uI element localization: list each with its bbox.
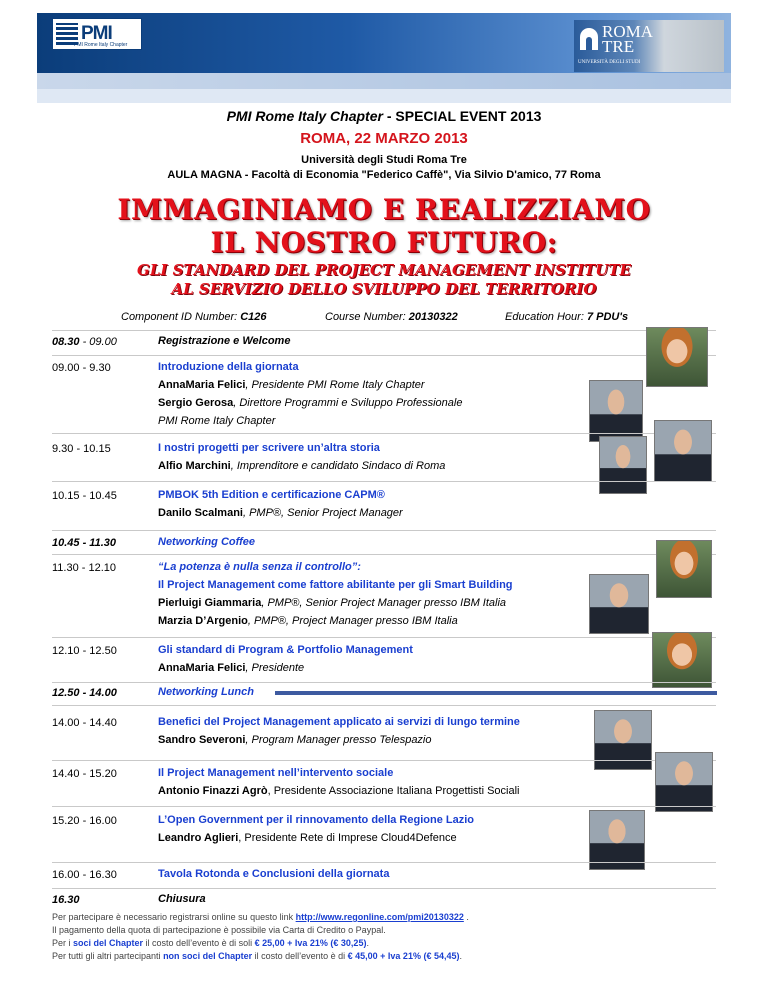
speaker-name: Danilo Scalmani: [158, 507, 243, 519]
footer-nonmember-fee: [52, 951, 462, 961]
subtitle-line1: GLI STANDARD DEL PROJECT MANAGEMENT INSTITUTE: [137, 261, 631, 279]
agenda-time-value: 16.30: [52, 894, 80, 906]
footer-member-fee: [52, 938, 369, 948]
footer-payment: Il pagamento della quota di partecipazione è possibile via Carta di Credito o Paypal.: [52, 925, 386, 935]
roma-tre-logo-line2: TRE: [602, 37, 635, 56]
registration-link[interactable]: http://www.regonline.com/pmi20130322: [295, 912, 464, 922]
agenda-item: [158, 558, 513, 630]
arch-icon: [580, 28, 598, 50]
agenda-title: Il Project Management come fattore abilitante per gli Smart Building: [158, 579, 513, 591]
speaker-photo: [656, 540, 712, 598]
footer-text: Per partecipare è necessario registrarsi online su questo link: [52, 912, 296, 922]
agenda-time: 11.30 - 12.10: [52, 562, 117, 574]
agenda-title: I nostri progetti per scrivere un’altra storia: [158, 442, 380, 454]
speaker: [158, 394, 462, 412]
agenda-time: [52, 687, 117, 699]
agenda-time: 10.15 - 10.45: [52, 490, 117, 502]
component-id-value: C126: [240, 311, 267, 323]
speaker: [158, 594, 513, 612]
speaker-name: Pierluigi Giammaria: [158, 597, 262, 609]
footer-text: .: [366, 938, 369, 948]
speaker: [158, 457, 445, 475]
education-hour: [505, 311, 628, 323]
speaker-role: , Program Manager presso Telespazio: [245, 734, 432, 746]
speaker: [158, 731, 520, 749]
roma-tre-logo-line1: ROMA: [602, 22, 654, 41]
speaker-photo: [646, 327, 708, 387]
university-name: Università degli Studi Roma Tre: [301, 154, 467, 166]
member-label: soci del Chapter: [73, 938, 144, 948]
speaker: [158, 376, 462, 394]
component-id-label: Component ID Number:: [121, 311, 241, 323]
agenda-item: [158, 439, 445, 475]
agenda-time: 14.40 - 15.20: [52, 768, 117, 780]
speaker-photo: [589, 810, 645, 870]
agenda-time: 9.30 - 10.15: [52, 443, 111, 455]
agenda-divider: [52, 862, 716, 863]
agenda-title: Registrazione e Welcome: [158, 335, 291, 347]
agenda-divider: [52, 888, 716, 889]
roma-tre-logo: [574, 20, 724, 72]
agenda-title: Gli standard di Program & Portfolio Management: [158, 644, 413, 656]
agenda-time: [52, 894, 80, 906]
chapter-name: PMI Rome Italy Chapter: [226, 108, 383, 124]
speaker: [158, 659, 413, 677]
agenda-title: Benefici del Project Management applicato ai servizi di lungo termine: [158, 716, 520, 728]
speaker-role: , Presidente Associazione Italiana Progettisti Sociali: [267, 785, 520, 797]
speaker-role: , PMP®, Senior Project Manager presso IBM Italia: [261, 597, 507, 609]
agenda-time-value: 10.45 - 11.30: [52, 537, 117, 549]
speaker-name: Antonio Finazzi Agrò: [158, 785, 268, 797]
agenda-item: [158, 764, 520, 800]
agenda-title-quote: “La potenza è nulla senza il controllo”:: [158, 561, 361, 573]
agenda-divider: [52, 760, 716, 761]
footer-text: .: [463, 912, 469, 922]
speaker-name: Leandro Aglieri: [158, 832, 239, 844]
speaker-photo: [594, 710, 652, 770]
headline-line2: IL NOSTRO FUTURO:: [210, 226, 558, 259]
agenda-title: Il Project Management nell’intervento sociale: [158, 767, 394, 779]
agenda-time-start: 08.30: [52, 336, 80, 348]
member-price: € 25,00 + Iva 21% (€ 30,25): [254, 938, 367, 948]
speaker: [158, 504, 403, 522]
special-event: - SPECIAL EVENT 2013: [382, 108, 542, 124]
agenda-divider: [52, 637, 716, 638]
agenda-time: 16.00 - 16.30: [52, 869, 117, 881]
agenda-divider: [52, 330, 716, 331]
agenda-time-value: 12.50 - 14.00: [52, 687, 117, 699]
agenda-item: [158, 890, 206, 908]
agenda-title: Chiusura: [158, 893, 206, 905]
speaker: [158, 612, 513, 630]
nonmember-price: € 45,00 + Iva 21% (€ 54,45): [347, 951, 460, 961]
speaker: [158, 829, 474, 847]
footer-text: Per tutti gli altri partecipanti: [52, 951, 164, 961]
speaker-role-continued: PMI Rome Italy Chapter: [158, 415, 276, 427]
agenda-title: Networking Lunch: [158, 686, 254, 698]
speaker-photo: [652, 632, 712, 688]
agenda-time: [52, 336, 117, 348]
speaker-name: AnnaMaria Felici: [158, 379, 246, 391]
agenda-title: Networking Coffee: [158, 536, 255, 548]
agenda-divider: [52, 705, 716, 706]
speaker-role: , Direttore Programmi e Sviluppo Professionale: [233, 397, 463, 409]
footer-text: il costo dell’evento è di soli: [143, 938, 255, 948]
agenda-divider: [52, 806, 716, 807]
agenda-title: L’Open Government per il rinnovamento della Regione Lazio: [158, 814, 474, 826]
nonmember-label: non soci del Chapter: [163, 951, 253, 961]
education-hour-label: Education Hour:: [505, 311, 587, 323]
footer-registration: [52, 912, 469, 922]
footer-text: il costo dell’evento è di: [252, 951, 348, 961]
speaker-photo: [599, 436, 647, 494]
footer-text: .: [459, 951, 462, 961]
agenda-item: [158, 486, 403, 522]
agenda-divider: [52, 355, 716, 356]
agenda-title: PMBOK 5th Edition e certificazione CAPM®: [158, 489, 385, 501]
component-id: [121, 311, 267, 323]
venue-address: AULA MAGNA - Facoltà di Economia "Federico Caffè", Via Silvio D'amico, 77 Roma: [167, 169, 601, 181]
agenda-time: 09.00 - 9.30: [52, 362, 111, 374]
education-hour-value: 7 PDU's: [586, 311, 629, 323]
lunch-divider-bar: [275, 691, 717, 695]
agenda-item: [158, 332, 290, 350]
speaker-name: Sandro Severoni: [158, 734, 246, 746]
speaker-photo: [655, 752, 713, 812]
agenda-item: [158, 865, 389, 883]
agenda-title: Introduzione della giornata: [158, 361, 299, 373]
agenda-item: [158, 641, 413, 677]
agenda-time: [52, 537, 116, 549]
agenda-item: [158, 533, 255, 551]
speaker-name: AnnaMaria Felici: [158, 662, 246, 674]
footer-text: Per i: [52, 938, 74, 948]
agenda-divider: [52, 481, 716, 482]
speaker-role: , Presidente Rete di Imprese Cloud4Defence: [238, 832, 457, 844]
speaker-role: , PMP®, Project Manager presso IBM Italia: [247, 615, 458, 627]
agenda-divider: [52, 433, 716, 434]
course-number-label: Course Number:: [325, 311, 409, 323]
agenda-title: Tavola Rotonda e Conclusioni della giornata: [158, 868, 390, 880]
speaker-role: , Presidente PMI Rome Italy Chapter: [245, 379, 425, 391]
speaker-name: Sergio Gerosa: [158, 397, 234, 409]
agenda-divider: [52, 554, 716, 555]
speaker-photo: [654, 420, 712, 482]
event-date: ROMA, 22 MARZO 2013: [300, 130, 468, 147]
speaker-name: Alfio Marchini: [158, 460, 231, 472]
headline-line1: IMMAGINIAMO E REALIZZIAMO: [117, 193, 651, 226]
agenda-item: [158, 811, 474, 847]
agenda-time: 12.10 - 12.50: [52, 645, 117, 657]
header-banner-strip-light: [37, 89, 731, 103]
course-number-value: 20130322: [408, 311, 458, 323]
speaker-role: , Presidente: [245, 662, 305, 674]
agenda-item: [158, 683, 254, 701]
agenda-item: [158, 358, 462, 430]
speaker-role: , Imprenditore e candidato Sindaco di Roma: [230, 460, 446, 472]
course-number: [325, 311, 458, 323]
speaker-name: Marzia D’Argenio: [158, 615, 248, 627]
agenda-time-end: - 09.00: [79, 336, 117, 348]
pmi-logo-subtitle: PMI Rome Italy Chapter: [74, 42, 128, 48]
roma-tre-logo-line3: UNIVERSITÀ DEGLI STUDI: [578, 60, 641, 65]
speaker-role: , PMP®, Senior Project Manager: [242, 507, 403, 519]
agenda-time: 15.20 - 16.00: [52, 815, 117, 827]
speaker: [158, 782, 520, 800]
speaker-photo: [589, 574, 649, 634]
event-chapter-line: [0, 108, 768, 124]
agenda-item: [158, 713, 520, 749]
subtitle-line2: AL SERVIZIO DELLO SVILUPPO DEL TERRITORIO: [171, 280, 597, 298]
agenda-divider: [52, 530, 716, 531]
agenda-time: 14.00 - 14.40: [52, 717, 117, 729]
agenda-divider: [52, 682, 716, 683]
pmi-logo-text: PMI: [81, 23, 112, 44]
